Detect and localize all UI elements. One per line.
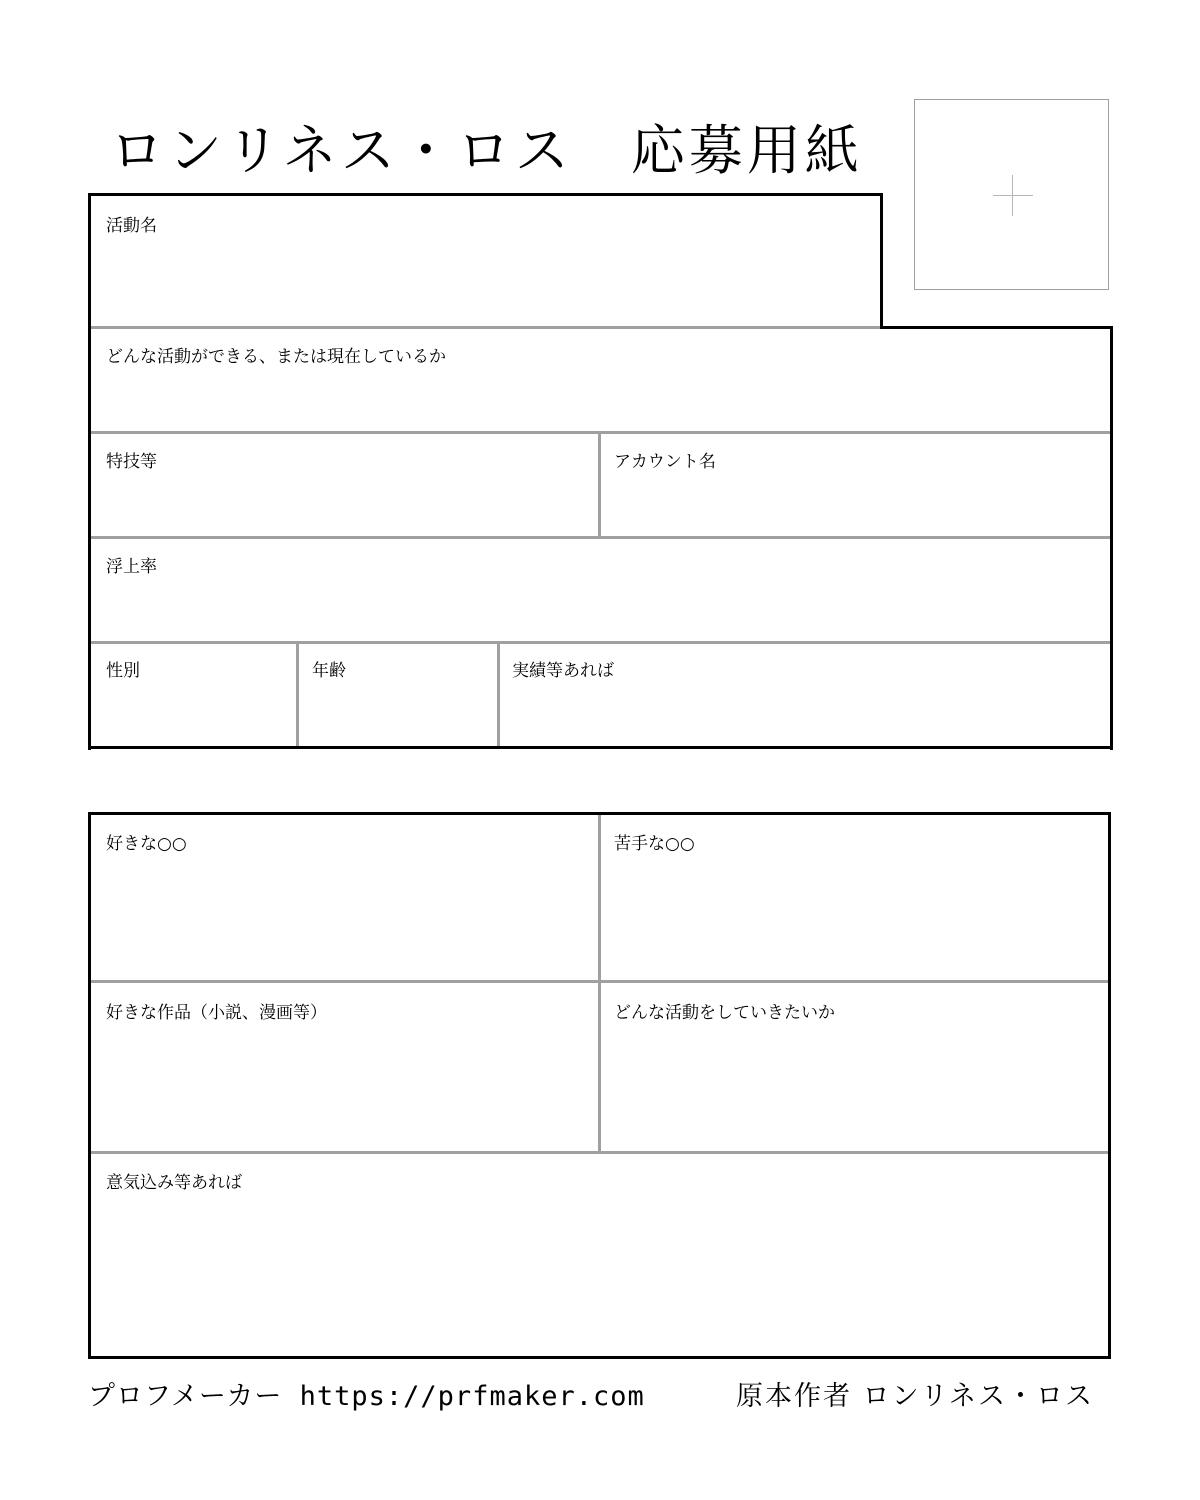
row-divider [91, 326, 880, 329]
row-divider [91, 536, 1110, 539]
border [88, 193, 882, 196]
row-divider [91, 641, 1110, 644]
border [880, 326, 1113, 329]
border [88, 812, 91, 1359]
field-label-activities: どんな活動ができる、または現在しているか [106, 347, 446, 367]
photo-box[interactable] [914, 99, 1109, 290]
border [88, 746, 1113, 749]
column-divider [497, 644, 500, 746]
field-label-age: 年齢 [312, 661, 346, 681]
column-divider [296, 644, 299, 746]
field-label-desired-activities: どんな活動をしていきたいか [614, 1003, 835, 1023]
form-title: ロンリネス・ロス 応募用紙 [110, 119, 863, 182]
field-label-favorite-works: 好きな作品（小説、漫画等） [106, 1003, 327, 1023]
border [1110, 326, 1113, 750]
border [1108, 812, 1111, 1359]
field-label-activity-name: 活動名 [106, 216, 157, 236]
row-divider [91, 1151, 1108, 1154]
footer-author-credit: 原本作者 ロンリネス・ロス [736, 1381, 1095, 1412]
border [88, 1356, 1111, 1359]
field-label-dislikes: 苦手な○○ [614, 834, 695, 854]
field-label-motivation: 意気込み等あれば [106, 1173, 242, 1193]
border [880, 193, 883, 329]
footer-maker-credit: プロフメーカー https://prfmaker.com [88, 1381, 645, 1412]
field-label-likes: 好きな○○ [106, 834, 187, 854]
field-label-login-rate: 浮上率 [106, 557, 157, 577]
border [88, 193, 91, 750]
column-divider [598, 815, 601, 1151]
field-label-gender: 性別 [106, 661, 140, 681]
field-label-account-name: アカウント名 [614, 452, 716, 472]
column-divider [598, 434, 601, 536]
field-label-achievements: 実績等あれば [512, 661, 614, 681]
field-label-special-skills: 特技等 [106, 452, 157, 472]
